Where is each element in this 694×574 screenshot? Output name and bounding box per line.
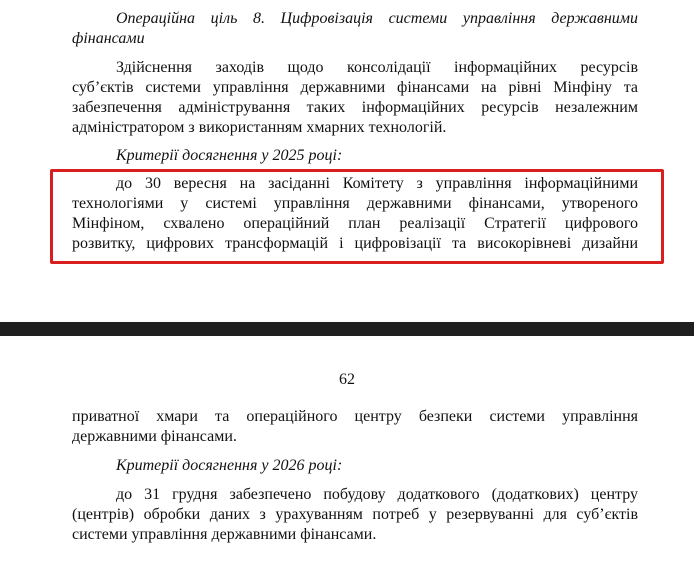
highlighted-line-1: до 30 вересня на засіданні Комітету з управління інформаційними xyxy=(116,175,638,192)
continuation-line-2: державними фінансами. xyxy=(72,428,237,445)
paragraph-2-line-3: системи управління державними фінансами. xyxy=(72,526,377,543)
page-number: 62 xyxy=(339,371,355,388)
continuation-line-1: приватної хмари та операційного центру безпеки системи управління xyxy=(72,408,638,425)
paragraph-1-line-2: суб’єктів системи управління державними фінансами на рівні Мінфіну та xyxy=(72,79,638,96)
paragraph-1-line-3: забезпечення адміністрування таких інформаційних ресурсів незалежним xyxy=(72,99,638,116)
paragraph-2-line-2: (центрів) обробки даних з урахуванням потреб у резервуванні для суб’єктів xyxy=(72,506,638,523)
page-separator xyxy=(0,322,694,336)
paragraph-1-line-4: адміністратором з використанням хмарних технологій. xyxy=(72,119,447,136)
highlighted-line-3: Мінфіном, схвалено операційний план реалізації Стратегії цифрового xyxy=(72,215,638,232)
criteria-2025-heading: Критерії досягнення у 2025 році: xyxy=(116,147,343,164)
paragraph-2-line-1: до 31 грудня забезпечено побудову додаткового (додаткових) центру xyxy=(116,486,638,503)
goal-title-line-1: Операційна ціль 8. Цифровізація системи управління державними xyxy=(116,10,638,27)
highlighted-line-4: розвитку, цифрових трансформацій і цифровізації та високорівневі дизайни xyxy=(72,235,638,252)
paragraph-1-line-1: Здійснення заходів щодо консолідації інформаційних ресурсів xyxy=(116,59,638,76)
criteria-2026-heading: Критерії досягнення у 2026 році: xyxy=(116,457,343,474)
goal-title-line-2: фінансами xyxy=(72,30,145,47)
highlighted-line-2: технологіями у системі управління державними фінансами, утвореного xyxy=(72,195,638,212)
